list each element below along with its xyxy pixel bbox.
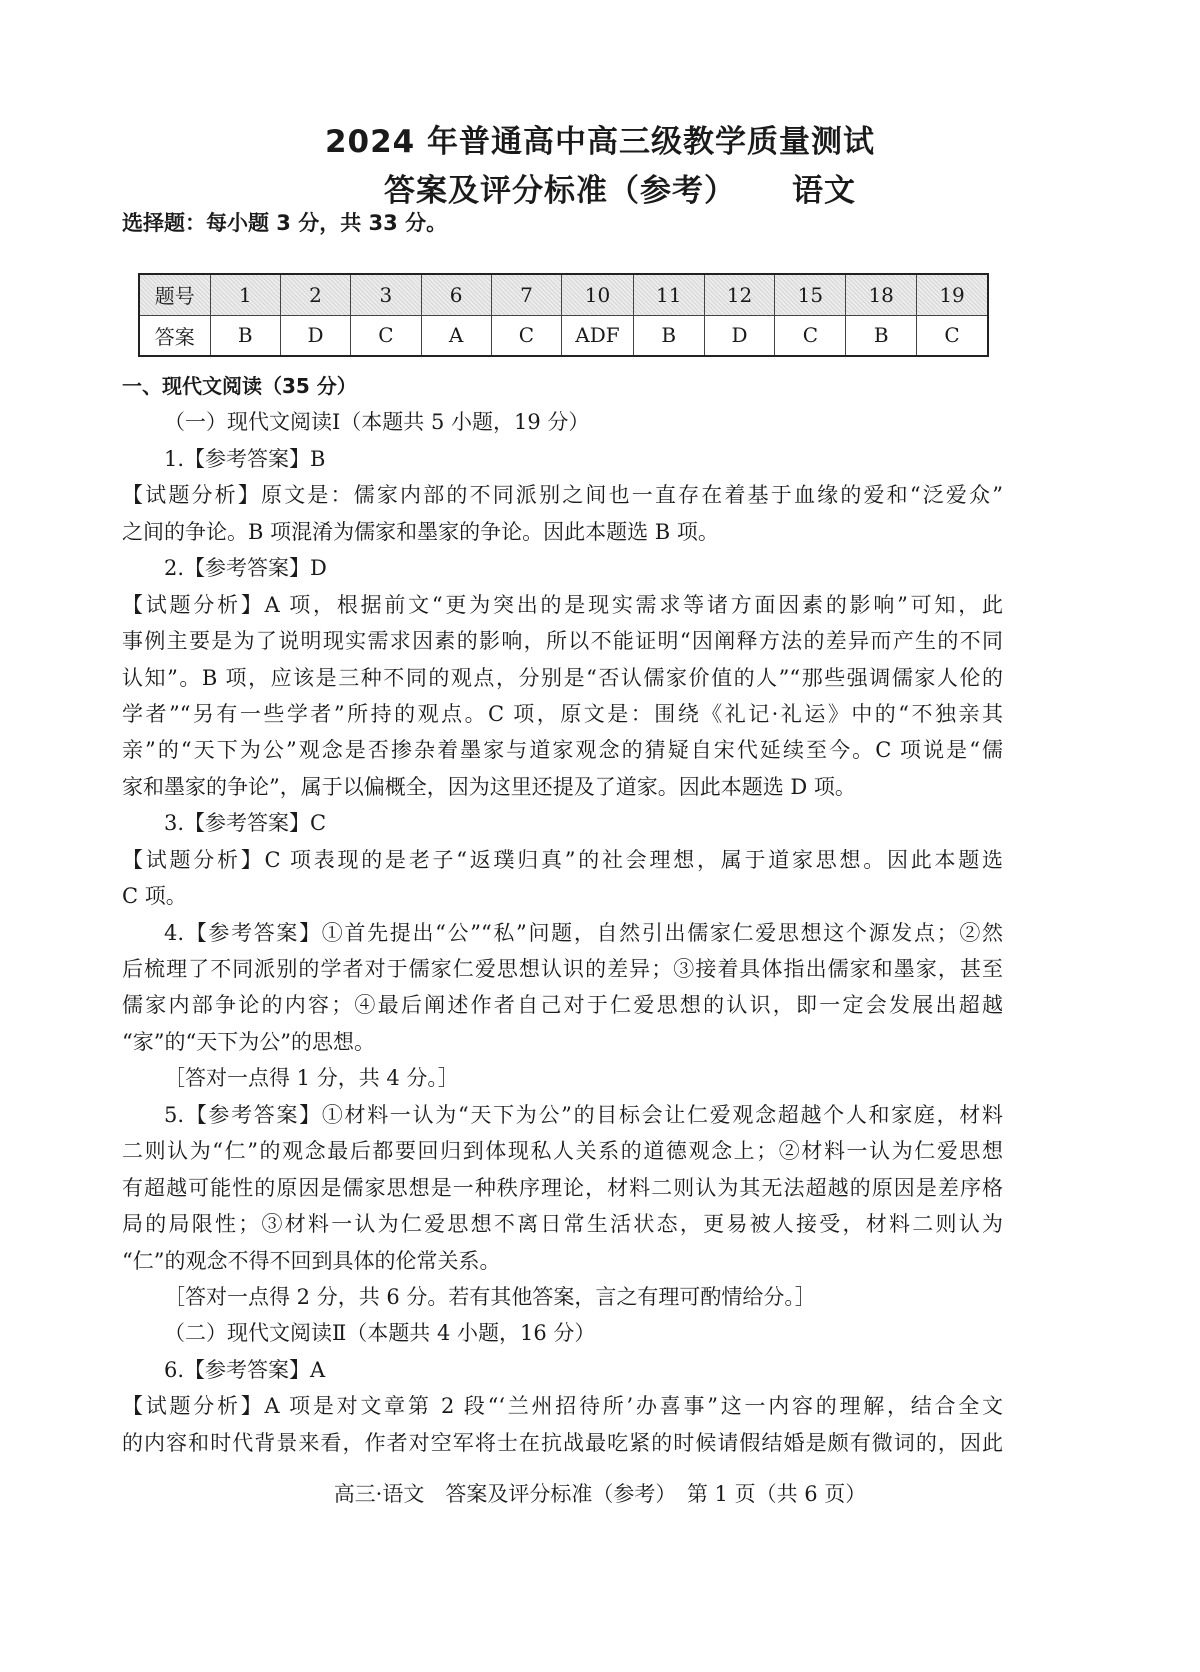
text-line: 二则认为“仁”的观念最后都要回归到体现私人关系的道德观念上；②材料一认为仁爱思想 xyxy=(122,1139,1003,1164)
text-line: 【试题分析】A 项，根据前文“更为突出的是现实需求等诸方面因素的影响”可知，此 xyxy=(122,592,1003,617)
text-line: 5.【参考答案】①材料一认为“天下为公”的目标会让仁爱观念超越个人和家庭，材料 xyxy=(164,1102,1003,1127)
answer-cell: C xyxy=(491,315,561,356)
answer-cell: C xyxy=(351,315,421,356)
text-line: ［答对一点得 1 分，共 4 分。］ xyxy=(164,1066,459,1091)
section-heading: 一、现代文阅读（35 分） xyxy=(122,374,357,398)
document-title: 2024 年普通高中高三级教学质量测试 xyxy=(324,124,876,160)
answer-cell: A xyxy=(421,315,491,356)
text-line: 事例主要是为了说明现实需求因素的影响，所以不能证明“因阐释方法的差异而产生的不同 xyxy=(122,629,1003,654)
document-subtitle xyxy=(20,165,1200,210)
text-line: 6.【参考答案】A xyxy=(164,1357,326,1382)
question-number-cell: 3 xyxy=(351,274,421,315)
answer-cell: C xyxy=(775,315,846,356)
question-number-cell: 6 xyxy=(421,274,491,315)
text-line: 【试题分析】原文是：儒家内部的不同派别之间也一直存在着基于血缘的爱和“泛爱众” xyxy=(122,483,1003,508)
text-line: （二）现代文阅读Ⅱ（本题共 4 小题，16 分） xyxy=(164,1321,596,1346)
text-line: “仁”的观念不得不回到具体的伦常关系。 xyxy=(122,1248,501,1273)
text-line: 【试题分析】C 项表现的是老子“返璞归真”的社会理想，属于道家思想。因此本题选 xyxy=(122,847,1003,872)
text-line: 后梳理了不同派别的学者对于儒家仁爱思想认识的差异；③接着具体指出儒家和墨家，甚至 xyxy=(122,957,1003,981)
text-line: 儒家内部争论的内容；④最后阐述作者自己对于仁爱思想的认识，即一定会发展出超越 xyxy=(122,993,1003,1018)
text-line: C 项。 xyxy=(122,884,187,909)
question-number-cell: 2 xyxy=(280,274,350,315)
multiple-choice-heading: 选择题：每小题 3 分，共 33 分。 xyxy=(122,211,448,235)
answer-row xyxy=(139,315,988,356)
page-footer: 高三·语文 答案及评分标准（参考） 第 1 页（共 6 页） xyxy=(333,1482,867,1506)
answer-cell: B xyxy=(846,315,917,356)
answer-cell: B xyxy=(210,315,280,356)
text-line: 2.【参考答案】D xyxy=(164,556,327,581)
question-number-row xyxy=(139,274,988,315)
text-line: 的内容和时代背景来看，作者对空军将士在抗战最吃紧的时候请假结婚是颇有微词的，因此 xyxy=(122,1430,1003,1455)
question-number-cell: 11 xyxy=(633,274,704,315)
subtitle-text: 答案及评分标准（参考） xyxy=(384,173,736,209)
row-label: 答案 xyxy=(139,315,210,356)
text-line: 局的局限性；③材料一认为仁爱思想不离日常生活状态，更易被人接受，材料二则认为 xyxy=(122,1212,1003,1237)
question-number-cell: 7 xyxy=(491,274,561,315)
question-number-cell: 18 xyxy=(846,274,917,315)
answer-cell: ADF xyxy=(562,315,634,356)
subject-label: 语文 xyxy=(792,173,856,209)
text-line: （一）现代文阅读Ⅰ（本题共 5 小题，19 分） xyxy=(164,410,590,435)
text-line: 认知”。B 项，应该是三种不同的观点，分别是“否认儒家价值的人”“那些强调儒家人伦的 xyxy=(122,665,1003,690)
question-number-cell: 1 xyxy=(210,274,280,315)
question-number-cell: 19 xyxy=(917,274,988,315)
row-label: 题号 xyxy=(139,274,210,315)
answer-cell: C xyxy=(917,315,988,356)
answer-cell: B xyxy=(633,315,704,356)
answer-cell: D xyxy=(704,315,775,356)
text-line: ［答对一点得 2 分，共 6 分。若有其他答案，言之有理可酌情给分。］ xyxy=(164,1284,816,1309)
question-number-cell: 12 xyxy=(704,274,775,315)
text-line: 3.【参考答案】C xyxy=(164,811,327,836)
text-line: 学者”“另有一些学者”所持的观点。C 项，原文是：围绕《礼记·礼运》中的“不独亲其 xyxy=(122,701,1003,726)
text-line: 亲”的“天下为公”观念是否掺杂着墨家与道家观念的猜疑自宋代延续至今。C 项说是“儒 xyxy=(122,738,1003,763)
text-line: 1.【参考答案】B xyxy=(164,446,326,471)
text-line: 家和墨家的争论”，属于以偏概全，因为这里还提及了道家。因此本题选 D 项。 xyxy=(122,774,856,799)
text-line: 【试题分析】A 项是对文章第 2 段“‘兰州招待所’办喜事”这一内容的理解，结合全文 xyxy=(122,1394,1003,1419)
text-line: 之间的争论。B 项混淆为儒家和墨家的争论。因此本题选 B 项。 xyxy=(122,519,719,544)
text-line: 有超越可能性的原因是儒家思想是一种秩序理论，材料二则认为其无法超越的原因是差序格 xyxy=(122,1175,1003,1200)
text-line: “家”的“天下为公”的思想。 xyxy=(122,1029,375,1054)
question-number-cell: 10 xyxy=(562,274,634,315)
answer-body xyxy=(122,368,1003,1461)
answer-table xyxy=(138,273,989,357)
text-line: 4.【参考答案】①首先提出“公”“私”问题，自然引出儒家仁爱思想这个源发点；②然 xyxy=(164,920,1003,945)
question-number-cell: 15 xyxy=(775,274,846,315)
answer-cell: D xyxy=(280,315,350,356)
